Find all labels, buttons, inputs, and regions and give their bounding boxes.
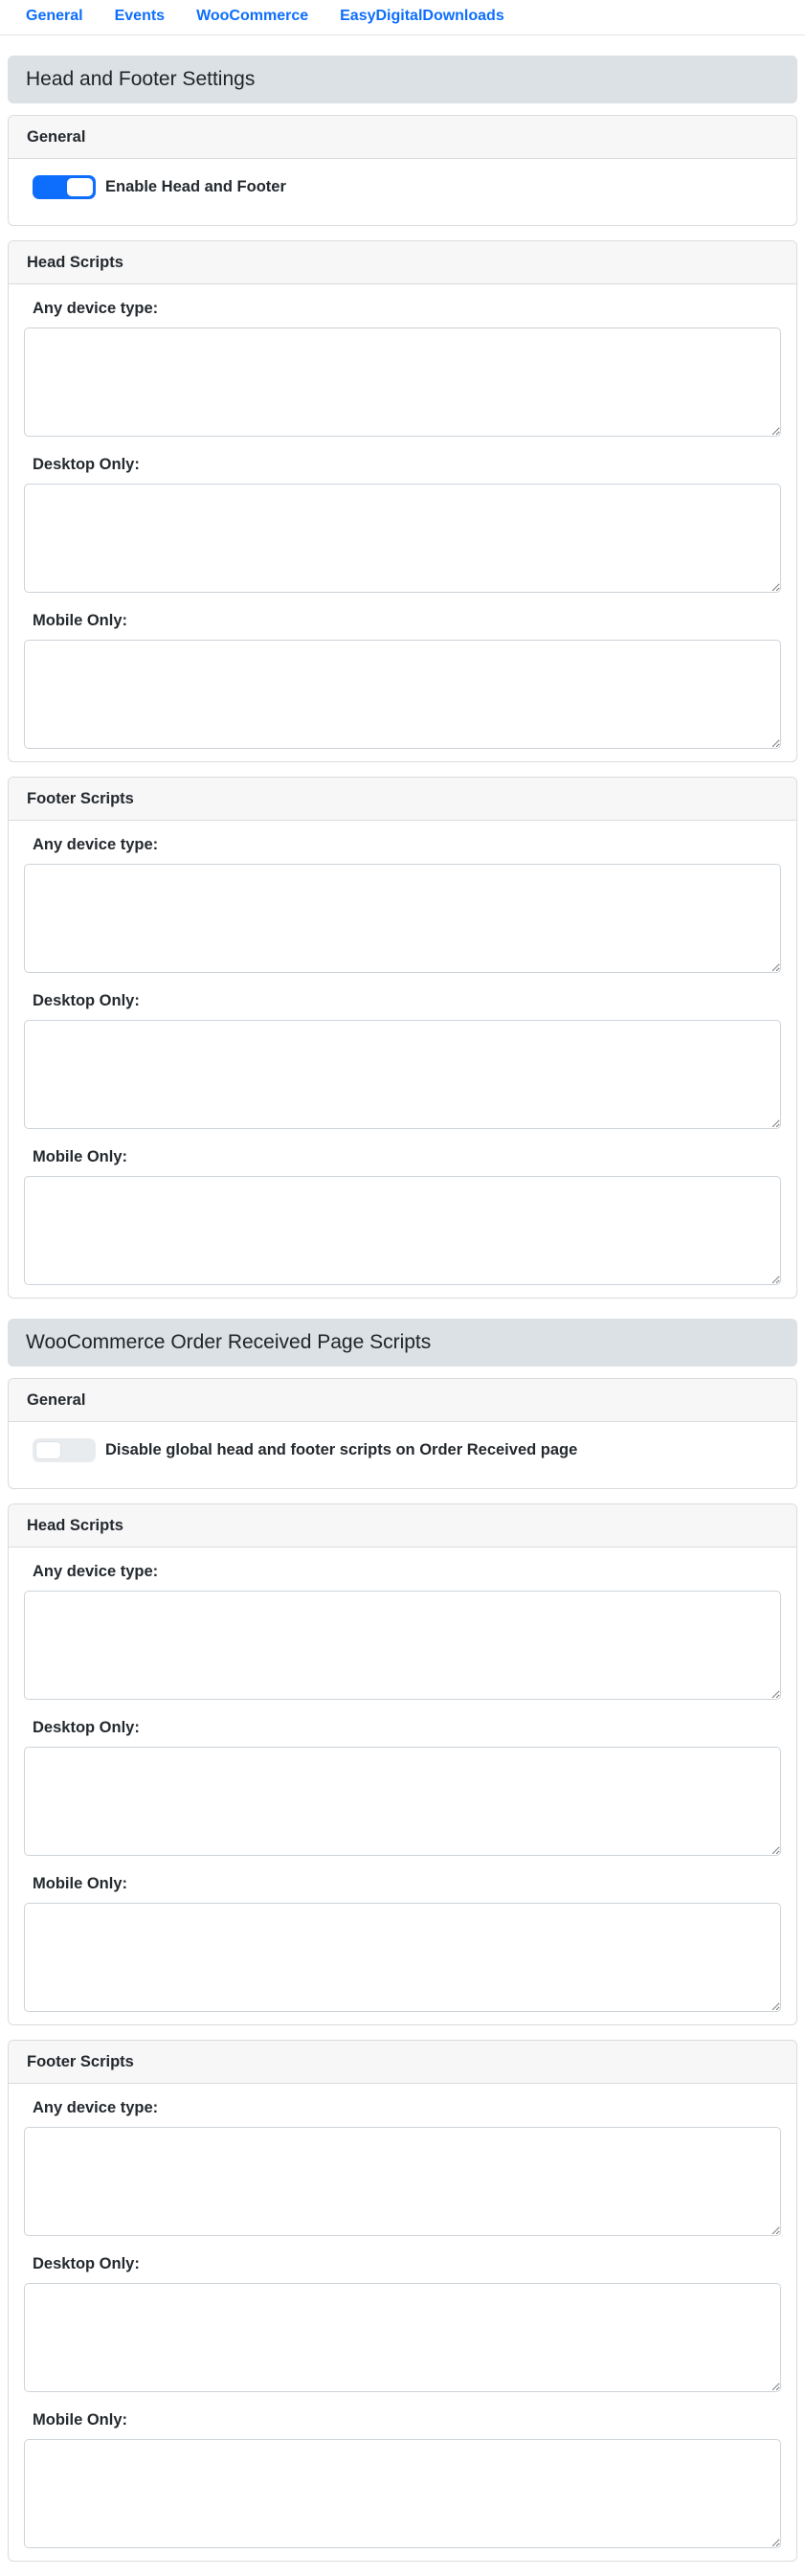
- field-any-device: [24, 834, 781, 973]
- field-mobile-only: [24, 1146, 781, 1285]
- card-header: [9, 2041, 796, 2084]
- field-label: Any device type:: [33, 836, 159, 853]
- field-mobile-only: [24, 2409, 781, 2548]
- card-body: [9, 1548, 796, 2024]
- card-header-label: Footer Scripts: [27, 790, 134, 807]
- card-header-label: Head Scripts: [27, 1517, 123, 1534]
- tab-general[interactable]: General: [26, 8, 83, 24]
- disable-global-scripts-row: [24, 1438, 781, 1462]
- card-header-label: General: [27, 128, 86, 146]
- card-header: [9, 1504, 796, 1548]
- card-head-scripts-1: [8, 240, 797, 762]
- head-scripts-any-device-textarea[interactable]: [24, 328, 781, 437]
- card-footer-scripts-1: [8, 777, 797, 1299]
- field-mobile-only: [24, 1873, 781, 2012]
- settings-page: [8, 56, 797, 2562]
- footer-scripts-mobile-textarea[interactable]: [24, 1176, 781, 1285]
- wc-head-scripts-mobile-textarea[interactable]: [24, 1903, 781, 2012]
- enable-head-footer-toggle[interactable]: [33, 175, 96, 199]
- enable-head-footer-row: [24, 175, 781, 199]
- field-label: Any device type:: [33, 300, 159, 317]
- section-title: WooCommerce Order Received Page Scripts: [26, 1331, 432, 1353]
- enable-head-footer-label: Enable Head and Footer: [105, 178, 286, 195]
- field-desktop-only: [24, 454, 781, 593]
- field-label: Any device type:: [33, 2099, 159, 2116]
- field-label: Desktop Only:: [33, 2255, 140, 2272]
- field-label: Mobile Only:: [33, 2411, 127, 2429]
- head-scripts-mobile-textarea[interactable]: [24, 640, 781, 749]
- section-title: Head and Footer Settings: [26, 68, 256, 90]
- card-body: [9, 2084, 796, 2561]
- wc-head-scripts-desktop-textarea[interactable]: [24, 1747, 781, 1856]
- tab-woocommerce[interactable]: WooCommerce: [196, 8, 309, 24]
- field-label: Mobile Only:: [33, 1875, 127, 1892]
- disable-global-scripts-toggle[interactable]: [33, 1438, 96, 1462]
- card-head-scripts-2: [8, 1503, 797, 2025]
- card-header-label: Head Scripts: [27, 254, 123, 271]
- card-general-1: [8, 115, 797, 226]
- toggle-knob: [35, 1441, 61, 1459]
- wc-head-scripts-any-device-textarea[interactable]: [24, 1591, 781, 1700]
- card-general-2: [8, 1378, 797, 1489]
- card-header-label: General: [27, 1391, 86, 1409]
- settings-tab-bar: [0, 0, 805, 35]
- field-label: Desktop Only:: [33, 1719, 140, 1736]
- field-label: Mobile Only:: [33, 612, 127, 629]
- card-footer-scripts-2: [8, 2040, 797, 2562]
- wc-footer-scripts-mobile-textarea[interactable]: [24, 2439, 781, 2548]
- field-label: Any device type:: [33, 1563, 159, 1580]
- card-body: [9, 1422, 796, 1488]
- section-title-band-head-footer: [8, 56, 797, 103]
- card-header: [9, 1379, 796, 1422]
- card-header: [9, 778, 796, 821]
- field-desktop-only: [24, 990, 781, 1129]
- card-body: [9, 284, 796, 761]
- card-body: [9, 159, 796, 225]
- field-any-device: [24, 2097, 781, 2236]
- toggle-knob: [67, 178, 93, 196]
- disable-global-scripts-label: Disable global head and footer scripts on Order Received page: [105, 1441, 578, 1458]
- field-any-device: [24, 298, 781, 437]
- wc-footer-scripts-any-device-textarea[interactable]: [24, 2127, 781, 2236]
- section-title-band-woocommerce: [8, 1319, 797, 1367]
- head-scripts-desktop-textarea[interactable]: [24, 484, 781, 593]
- tab-easydigitaldownloads[interactable]: EasyDigitalDownloads: [340, 8, 504, 24]
- field-mobile-only: [24, 610, 781, 749]
- field-label: Desktop Only:: [33, 456, 140, 473]
- field-label: Desktop Only:: [33, 992, 140, 1009]
- card-body: [9, 821, 796, 1298]
- tab-events[interactable]: Events: [114, 8, 166, 24]
- field-any-device: [24, 1561, 781, 1700]
- wc-footer-scripts-desktop-textarea[interactable]: [24, 2283, 781, 2392]
- field-desktop-only: [24, 1717, 781, 1856]
- field-desktop-only: [24, 2253, 781, 2392]
- footer-scripts-desktop-textarea[interactable]: [24, 1020, 781, 1129]
- field-label: Mobile Only:: [33, 1148, 127, 1165]
- footer-scripts-any-device-textarea[interactable]: [24, 864, 781, 973]
- card-header-label: Footer Scripts: [27, 2053, 134, 2070]
- card-header: [9, 116, 796, 159]
- card-header: [9, 241, 796, 284]
